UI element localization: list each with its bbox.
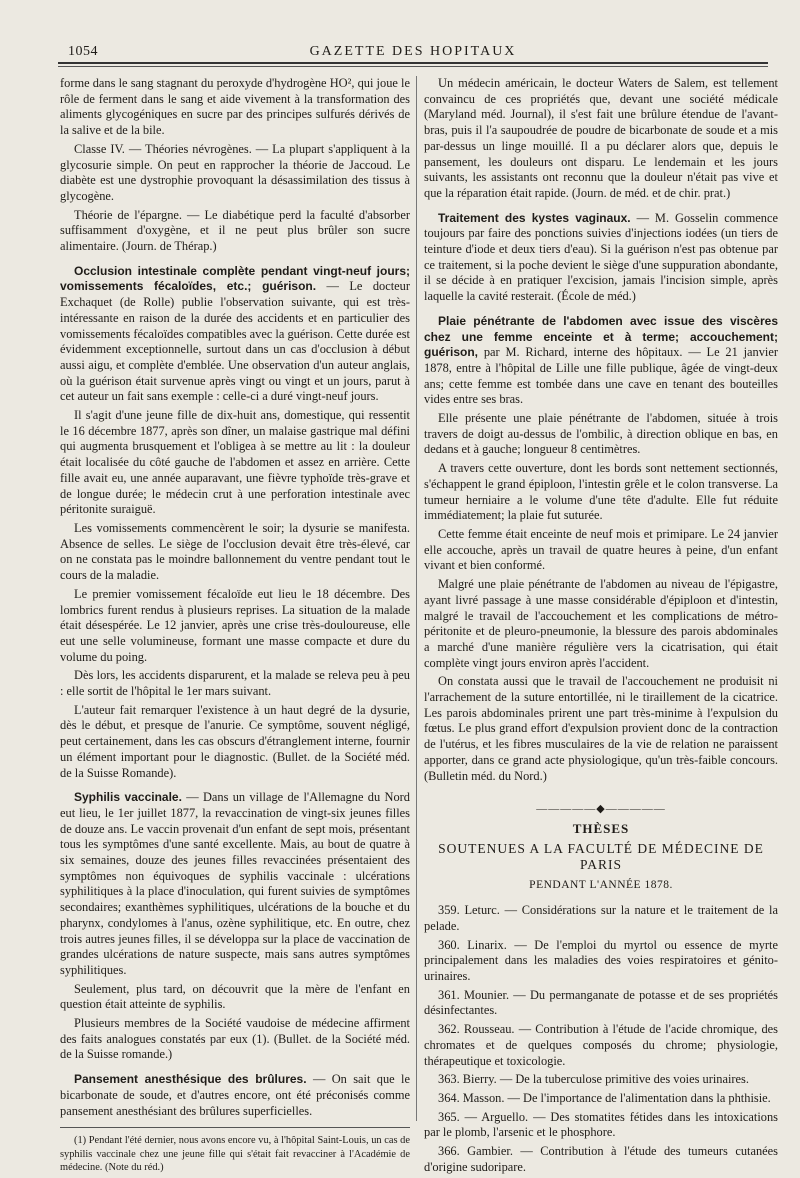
thesis-item: 362. Rousseau. — Contribution à l'étude de l'acide chromique, des chromates et de quelques composés du chrome; physiologie, thérapeutique et toxicologie. [424, 1022, 778, 1068]
paragraph: Un médecin américain, le docteur Waters de Salem, est tellement convaincu de ces propriétés que, devant une société médicale (Maryland méd. Journal), il s'est fait une brûlure étendue de l'avant-bras, puis il l'a saupoudrée de poudre de bicarbonate de soude et a mis par-dessus un linge mouillé. Il a pu déclarer alors que, depuis le pansement, les douleurs ont disparu. Le lendemain et les jours suivants, les assistants ont reconnu que la douleur n'était pas vive et que la réparation était rapide. (Journ. de méd. et de chir. prat.) [424, 76, 778, 200]
paragraph: Seulement, plus tard, on découvrit que la mère de l'enfant en question était atteinte de syphilis. [60, 981, 410, 1012]
paragraph-text: — Dans un village de l'Allemagne du Nord eut lieu, le 1er juillet 1877, la revaccination de vingt-six jeunes filles de douze ans. Le vaccin provenait d'un enfant de sept mois, présentant tous les symptômes d'une santé excellente. Mais, au bout de quatre à six semaines, douze des jeunes filles revaccinées présentaient des symptômes non équivoques de syphilis vaccinale : ulcérations syphilitiques à la place d'inoculation, qui furent suivies de symptômes secondaires; exanthèmes syphilitiques, ulcérations de la bouche et du pharynx, condylomes à l'anus, ozène syphilitique, etc. En outre, chez trois autres jeunes filles, il se développa sur la place de vaccination de grandes ulcérations de nature suspecte, mais sans autres symptômes syphilitiques. [60, 790, 410, 977]
footnote-rule [60, 1127, 410, 1128]
paragraph-text: — Le docteur Exchaquet (de Rolle) publie l'observation suivante, qui est très-intéressante en raison de la durée des accidents et en particulier des vomissements fécaloïdes compatibles avec la guérison. Cette durée est évidemment exceptionnelle, surtout dans un cas d'occlusion à début aussi aigu, et complète d'emblée. Une observation d'un auteur anglais, où la guérison était survenue après vingt ou vingt et un jours, parut à cet auteur un fait sans exemple : celle-ci a duré vingt-neuf jours. [60, 279, 410, 404]
theses-title: THÈSES [572, 821, 630, 837]
right-column [424, 76, 778, 1178]
thesis-item: 364. Masson. — De l'importance de l'alimentation dans la phthisie. [438, 1090, 771, 1105]
article-burn-dressing [60, 1072, 410, 1119]
paragraph: Le premier vomissement fécaloïde eut lieu le 18 décembre. Des lombrics furent rendus à plusieurs reprises. La situation de la malade était désespérée. Le 12 janvier, après une crise très-douloureuse, elle eut une selle volumineuse, formant une masse compacte et dure du volume du poing. [60, 586, 410, 664]
theses-subtitle: SOUTENUES A LA FACULTÉ DE MÉDECINE DE PARIS [438, 841, 764, 873]
thesis-item: 361. Mounier. — Du permanganate de potasse et de ses propriétés désinfectantes. [424, 987, 778, 1018]
article-vaginal-cysts [424, 211, 778, 305]
article-heading: Occlusion intestinale complète pendant vingt-neuf jours; vomissements fécaloïdes, etc.; guérison. [60, 263, 410, 294]
paragraph: Cette femme était enceinte de neuf mois et primipare. Le 24 janvier elle accouche, après un travail de quatre heures à peine, d'un enfant vivant et bien conformé. [424, 526, 778, 573]
thesis-item: 365. — Arguello. — Des stomatites fétides dans les intoxications par le plomb, l'arsenic et le phosphore. [424, 1109, 778, 1140]
paragraph: Théorie de l'épargne. — Le diabétique perd la faculté d'absorber suffisamment d'oxygène, et il ne peut plus brûler son sucre alimentaire. (Journ. de Thérap.) [60, 207, 410, 254]
paragraph: Plusieurs membres de la Société vaudoise de médecine affirment des faits analogues constatés par eux (1). (Bullet. de la Société méd. de la Suisse romande.) [60, 1016, 410, 1062]
paragraph: Les vomissements commencèrent le soir; la dysurie se manifesta. Absence de selles. Le siège de l'occlusion devait être très-élevé, car on ne constata pas le moindre ballonnement du ventre pendant tout le cours de la maladie. [60, 520, 410, 583]
paragraph: Il s'agit d'une jeune fille de dix-huit ans, domestique, qui ressentit le 16 décembre 1877, après son dîner, un malaise gastrique mal défini qui augmenta brusquement et l'obligea à se mettre au lit : la douleur était localisée du côté gauche de l'abdomen et assez en arrière. Cette fille avait eu, une année auparavant, une fièvre typhoïde très-grave et de longue durée; le médecin crut à une perforation intestinale avec péritonite suraiguë. [60, 408, 410, 517]
thesis-item: 366. Gambier. — Contribution à l'étude des tumeurs cutanées d'origine sudoripare. [424, 1144, 778, 1174]
left-column [60, 76, 410, 1177]
paragraph: A travers cette ouverture, dont les bords sont nettement sectionnés, s'échappent le grand épiploon, l'intestin grêle et le colon transverse. La tumeur herniaire a le volume d'une tête d'adulte. Elle fut réduite immédiatement; la plaie fut suturée. [424, 461, 778, 523]
article-abdominal-wound [424, 314, 778, 408]
header-rule-thin [58, 66, 768, 67]
paragraph: Elle présente une plaie pénétrante de l'abdomen, située à trois travers de doigt au-dessus de l'ombilic, à direction oblique en bas, en dedans et à gauche; longueur 8 centimètres. [424, 411, 778, 457]
paragraph: On constata aussi que le travail de l'accouchement ne produisit ni l'arrachement de la suture entortillée, ni le tiraillement de la cicatrice. Les parois abdominales prirent une part très-minime à l'expulsion du fœtus. Le plus grand effort d'expulsion provient donc de la contraction de l'utérus, et les fibres musculaires de la vie de relation ne paraissent apporter, dans ce grand acte physiologique, qu'un très-faible concours. (Bulletin méd. du Nord.) [424, 674, 778, 783]
paragraph: forme dans le sang stagnant du peroxyde d'hydrogène HO², qui joue le rôle de ferment dans le sang et aide vivement à la transformation des aliments glycogéniques en sucre par des principes sulfurés dérivés de la salive et de la bile. [60, 76, 410, 138]
article-heading: Traitement des kystes vaginaux. [438, 210, 631, 225]
thesis-item: 359. Leturc. — Considérations sur la nature et le traitement de la pelade. [424, 903, 778, 933]
page-header [58, 38, 768, 60]
article-heading: Pansement anesthésique des brûlures. [74, 1072, 307, 1087]
article-vaccinal-syphilis [60, 790, 410, 978]
journal-title: GAZETTE DES HOPITAUX [309, 44, 517, 59]
page-number: 1054 [68, 44, 98, 59]
paragraph: L'auteur fait remarquer l'existence à un haut degré de la dysurie, dès le début, et presque de l'anurie. Ce symptôme, souvent négligé, peut certainement, dans les cas obscurs d'étranglement interne, fournir un élément important pour le diagnostic. (Bullet. de la Société méd. de la Suisse Romande). [60, 702, 410, 780]
thesis-item: 360. Linarix. — De l'emploi du myrtol ou essence de myrte principalement dans les maladies des voies respiratoires et génito-urinaires. [424, 937, 778, 984]
paragraph: Classe IV. — Théories névrogènes. — La plupart s'appliquent à la glycosurie simple. On peut en rapprocher la théorie de Jaccoud. Le diabète est une dystrophie provoquant la désassimilation des tissus à glycogène. [60, 141, 410, 203]
column-divider [416, 76, 417, 1121]
thesis-item: 363. Bierry. — De la tuberculose primitive des voies urinaires. [438, 1072, 749, 1087]
article-heading: Syphilis vaccinale. [74, 790, 182, 805]
theses-list [424, 903, 778, 1175]
paragraph-text: — On sait que le bicarbonate de soude, et d'autres encore, ont été préconisés comme pansement anesthésiant des brûlures superficielles. [60, 1072, 410, 1118]
paragraph-text: — M. Gosselin commence toujours par faire des ponctions suivies d'injections iodées (un tiers de teinture d'iode et deux tiers d'eau). Si la guérison n'est pas obtenue par ce traitement, si la poche devient le siège d'une suppuration abondante, il se décide à en pratiquer l'excision, jamais l'incision simple, après laquelle la cavité resterait. (École de méd.) [424, 210, 778, 304]
article-intestinal-occlusion [60, 264, 410, 405]
paragraph: Dès lors, les accidents disparurent, et la malade se releva peu à peu : elle sortit de l'hôpital le 1er mars suivant. [60, 668, 410, 699]
section-ornament: —————◆————— [536, 803, 666, 816]
article-heading: Plaie pénétrante de l'abdomen avec issue des viscères chez une femme enceinte et à terme; accouchement; guérison, [424, 313, 778, 360]
paragraph-text: par M. Richard, interne des hôpitaux. — Le 21 janvier 1878, entre à l'hôpital de Lille une fille publique, âgée de vingt-deux ans; cette femme est tombée dans une cave en tenant des bouteilles vides entre ses bras. [424, 345, 778, 407]
footnote: (1) Pendant l'été dernier, nous avons encore vu, à l'hôpital Saint-Louis, un cas de syphilis vaccinale chez une jeune fille qui s'était fait revacciner à l'Académie de médecine. (Note du réd.) [60, 1135, 410, 1173]
header-rule [58, 62, 768, 64]
paragraph: Malgré une plaie pénétrante de l'abdomen au niveau de l'épigastre, ayant livré passage à une masse considérable d'épiploon et d'intestin, malgré le travail de l'accouchement et les complications de métro-péritonite et de pleuro-pneumonie, la blessure des parois abdominales a marché d'une manière régulière vers la cicatrisation, qui était complète vingt jours environ après l'accident. [424, 577, 778, 670]
theses-date: PENDANT L'ANNÉE 1878. [529, 879, 673, 892]
